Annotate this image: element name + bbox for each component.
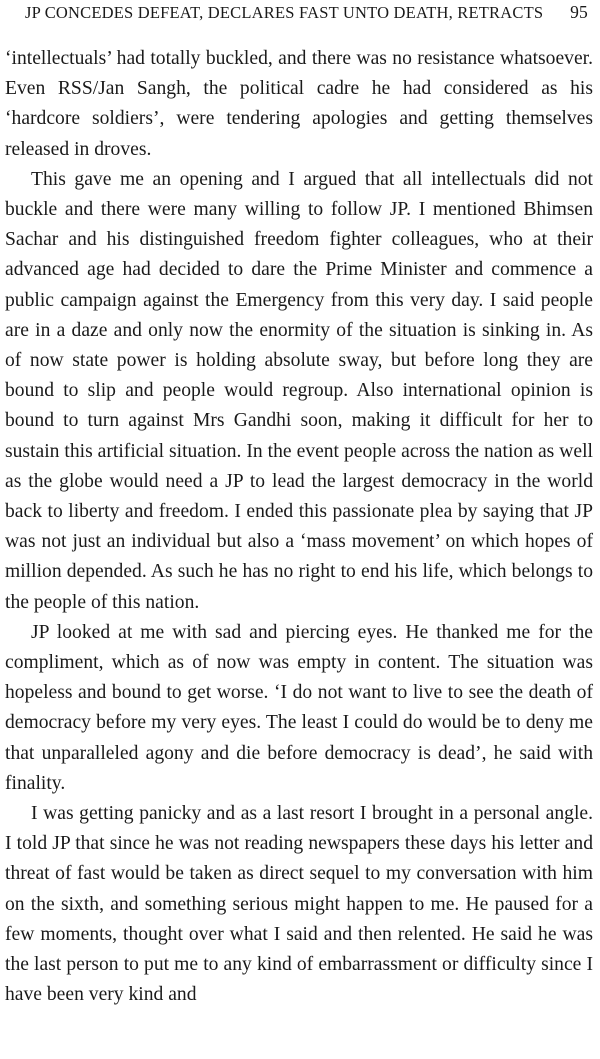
- paragraph: JP looked at me with sad and piercing eyes. He thanked me for the compliment, which as of now was empty in content. The situation was hopeless and bound to get worse. ‘I do not want to live to see the death of democracy before my very eyes. The least I could do would be to deny me that unparalleled agony and die before democracy is dead’, he said with finality.: [5, 621, 593, 794]
- body-text: [5, 44, 593, 1011]
- paragraph: This gave me an opening and I argued that all intellectuals did not buckle and there were many willing to follow JP. I mentioned Bhimsen Sachar and his distinguished freedom fighter colleagues, who at their advanced age had decided to dare the Prime Minister and commence a public campaign against the Emergency from this very day. I said people are in a daze and only now the enormity of the situation is sinking in. As of now state power is holding absolute sway, but before long they are bound to slip and people would regroup. Also international opinion is bound to turn against Mrs Gandhi soon, making it difficult for her to sustain this artificial situation. In the event people across the nation as well as the globe would need a JP to lead the largest democracy in the world back to liberty and freedom. I ended this passionate plea by saying that JP was not just an individual but also a ‘mass movement’ on which hopes of million depended. As such he has no right to end his life, which belongs to the people of this nation.: [5, 168, 593, 613]
- paragraph: ‘intellectuals’ had totally buckled, and there was no resistance whatsoever. Even RSS/Jan Sangh, the political cadre he had considered as his ‘hardcore soldiers’, were tendering apologies and getting themselves released in droves.: [5, 48, 593, 160]
- running-head: [25, 2, 588, 28]
- chapter-title: JP CONCEDES DEFEAT, DECLARES FAST UNTO DEATH, RETRACTS: [25, 3, 544, 22]
- page-number: 95: [570, 2, 588, 22]
- paragraph: I was getting panicky and as a last resort I brought in a personal angle. I told JP that since he was not reading newspapers these days his letter and threat of fast would be taken as direct sequel to my conversation with him on the sixth, and something serious might happen to me. He paused for a few moments, thought over what I said and then relented. He said he was the last person to put me to any kind of embarrassment or difficulty since I have been very kind and: [5, 803, 593, 1006]
